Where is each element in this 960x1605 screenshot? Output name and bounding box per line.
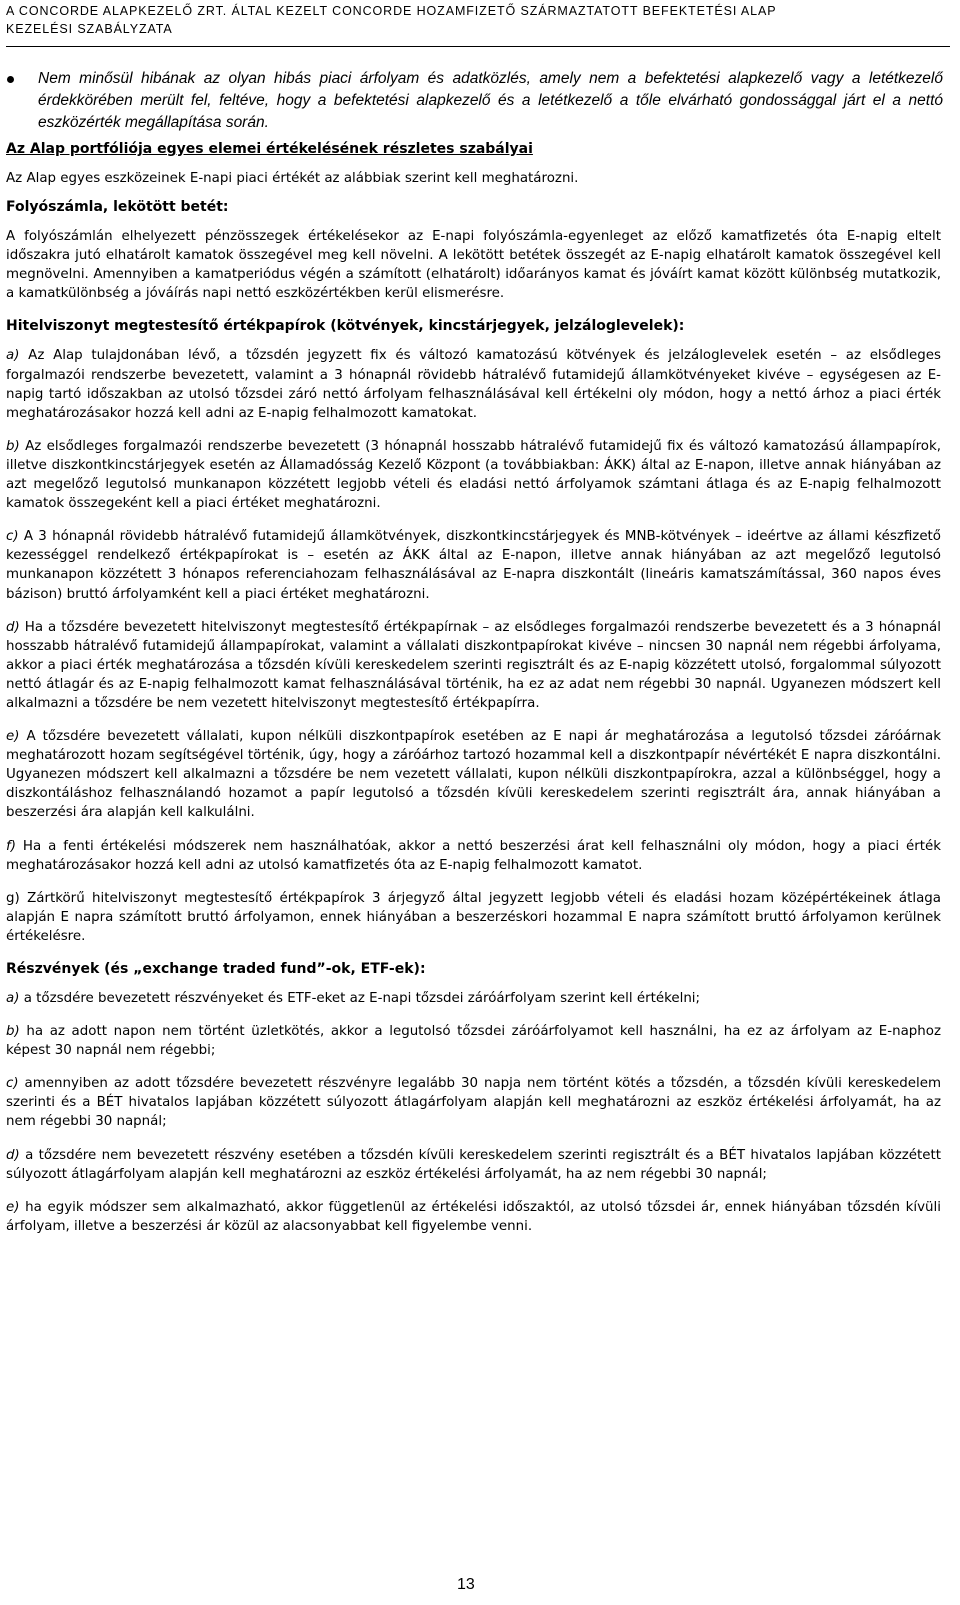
header-rule xyxy=(6,46,950,47)
header-line-2: KEZELÉSI SZABÁLYZATA xyxy=(6,22,173,36)
folyoszamla-heading: Folyószámla, lekötött betét: xyxy=(6,199,229,216)
reszveny-item-c: c) amennyiben az adott tőzsdére bevezetett részvényre legalább 30 napja nem történt kötés a tőzsdén, a tőzsdén kívüli kereskedelem szerinti és a BÉT hivatalos lapjában közzétett súlyozott átlagárfolyam alapján kell meghatározni az eszköz értékelési árfolyamát, ha az nem régebbi 30 napnál; xyxy=(6,1076,941,1130)
bullet-item xyxy=(38,68,943,134)
hitel-item-a: a) Az Alap tulajdonában lévő, a tőzsdén jegyzett fix és változó kamatozású kötvények és jelzáloglevelek esetén – az elsődleges forgalmazói rendszerbe bevezetett, valamint a 3 hónapnál rövidebb hátralévő futamidejű államkötvényeket kivéve – egységesen az E-napig tartó időszakban az utolsó tőzsdei záró nettó árfolyam felhasználásával kell értékelni oly módon, hogy a nettó árhoz a piaci érték meghatározásakor hozzá kell adni az E-napig felhalmozott kamatokat. xyxy=(6,348,941,421)
hitel-item-c: c) A 3 hónapnál rövidebb hátralévő futamidejű államkötvények, diszkontkincstárjegyek és MNB-kötvények – ideértve az állami készfizető kezességgel rendelkező értékpapírokat is – esetén az ÁKK által az E-napon, illetve annak hiányában az azt megelőző legutolsó munkanapon közzétett 3 hónapos referenciahozam felhasználásával az E-napra diszkontált (lineáris kamatszámítással, 360 napos éves bázison) bruttó árfolyamként kell a piaci értéket meghatározni. xyxy=(6,529,941,602)
page-number: 13 xyxy=(457,1576,475,1593)
folyoszamla-paragraph: A folyószámlán elhelyezett pénzösszegek értékelésekor az E-napi folyószámla-egyenleget az előző kamatfizetés óta E-napig eltelt időszakra jutó elhatárolt kamatok összegével meg kell növelni. A lekötött betétek összegét az E-napig elhatárolt kamatok összegével kell megnövelni. Amennyiben a kamatperiódus végén a számított (elhatárolt) időarányos kamat és jóváírt kamat között különbség mutatkozik, a kamatkülönbség a jóváírás napi nettó eszközértékben kerül elismerésre. xyxy=(6,229,941,302)
bullet-dot-icon xyxy=(7,76,14,83)
reszveny-item-d: d) a tőzsdére nem bevezetett részvény esetében a tőzsdén kívüli kereskedelem szerinti regisztrált és a BÉT hivatalos lapjában közzétett súlyozott átlagárfolyam alapján kell meghatározni az eszköz értékelési árfolyamát, ha az nem régebbi 30 napnál; xyxy=(6,1147,941,1182)
intro-paragraph: Az Alap egyes eszközeinek E-napi piaci értékét az alábbiak szerint kell meghatározni. xyxy=(6,171,579,186)
bullet-text: Nem minősül hibának az olyan hibás piaci árfolyam és adatközlés, amely nem a befektetési alapkezelő vagy a letétkezelő érdekkörében merült fel, feltéve, hogy a befektetési alapkezelő és a letétkezelő a tőle elvárható gondossággal járt el a nettó eszközérték megállapítása során. xyxy=(38,70,943,131)
running-header xyxy=(6,2,951,38)
document-body xyxy=(6,140,941,1250)
reszveny-item-e: e) ha egyik módszer sem alkalmazható, akkor függetlenül az értékelési időszaktól, az utolsó tőzsdei ár, ennek hiányában tőzsdén kívüli árfolyam, illetve a beszerzési ár közül az alacsonyabbat kell figyelembe venni. xyxy=(6,1199,941,1234)
reszveny-item-a: a) a tőzsdére bevezetett részvényeket és ETF-eket az E-napi tőzsdei záróárfolyam szerint kell értékelni; xyxy=(6,991,701,1006)
reszveny-item-b: b) ha az adott napon nem történt üzletkötés, akkor a legutolsó tőzsdei záróárfolyamot kell használni, ha ez az árfolyam az E-naphoz képest 30 napnál nem régebbi; xyxy=(6,1024,941,1059)
hitel-item-d: d) Ha a tőzsdére bevezetett hitelviszonyt megtestesítő értékpapírnak – az elsődleges forgalmazói rendszerbe bevezetett és a 3 hónapnál hosszabb hátralévő futamidejű állampapírokat, valamint a vállalati diszkontpapírokat kivéve – nincsen 30 napnál nem régebbi árfolyama, akkor a piaci érték meghatározása a tőzsdén kívüli kereskedelem szerinti regisztrált és az E-napig közzétett utolsó, forgalommal súlyozott nettó átlagár és az E-napig felhalmozott kamat felhasználásával történik, ha ez az adat nem régebbi 30 napnál. Ugyanezen módszert kell alkalmazni a tőzsdére be nem vezetett hitelviszonyt megtestesítő értékpapírra. xyxy=(6,619,941,711)
section-title: Az Alap portfóliója egyes elemei értékelésének részletes szabályai xyxy=(6,141,533,157)
hitel-heading: Hitelviszonyt megtestesítő értékpapírok (kötvények, kincstárjegyek, jelzáloglevelek): xyxy=(6,318,685,335)
hitel-item-g: g) Zártkörű hitelviszonyt megtestesítő értékpapírok 3 árjegyző által jegyzett legjobb vételi és eladási hozam középértékeinek átlaga alapján E napra számított bruttó árfolyamon, ennek hiányában a beszerzéskori hozammal E napra számított bruttó árfolyamon kerülnek értékelésre. xyxy=(6,890,941,944)
hitel-item-f: f) Ha a fenti értékelési módszerek nem használhatóak, akkor a nettó beszerzési árat kell felhasználni oly módon, hogy a piaci érték meghatározásakor hozzá kell adni az utolsó kamatfizetés óta az E-napig felhalmozott kamatot. xyxy=(6,838,941,873)
header-line-1: A CONCORDE ALAPKEZELŐ ZRT. ÁLTAL KEZELT CONCORDE HOZAMFIZETŐ SZÁRMAZTATOTT BEFEKTETÉSI ALAP xyxy=(6,4,777,18)
hitel-item-b: b) Az elsődleges forgalmazói rendszerbe bevezetett (3 hónapnál hosszabb hátralévő futamidejű fix és változó kamatozású állampapírok, illetve diszkontkincstárjegyek esetén az Államadósság Kezelő Központ (a továbbiakban: ÁKK) által az E-napon, illetve annak hiányában az azt megelőző legutolsó munkanapon közzétett legjobb vételi és eladási nettó árfolyamok számtani átlaga és az E-napig felhalmozott kamatok összegeként kell a piaci értéket meghatározni. xyxy=(6,438,941,512)
hitel-item-e: e) A tőzsdére bevezetett vállalati, kupon nélküli diszkontpapírok esetében az E napi ár meghatározása a legutolsó tőzsdei záróárnak meghatározott hozam segítségével történik, úgy, hogy a záróárhoz tartozó hozammal kell a diszkontpapír névértékét E napra diszkontálni. Ugyanezen módszert kell alkalmazni a tőzsdére be nem vezetett vállalati, kupon nélküli diszkontpapírokra, azzal a különbséggel, hogy a diszkontáláshoz felhasználandó hozamot a papír legutolsó a tőzsdén kívüli kereskedelem szerinti regisztrált ára, annak hiányában a beszerzési ára alapján kell kalkulálni. xyxy=(6,729,941,821)
reszveny-heading: Részvények (és „exchange traded fund”-ok, ETF-ek): xyxy=(6,961,426,977)
